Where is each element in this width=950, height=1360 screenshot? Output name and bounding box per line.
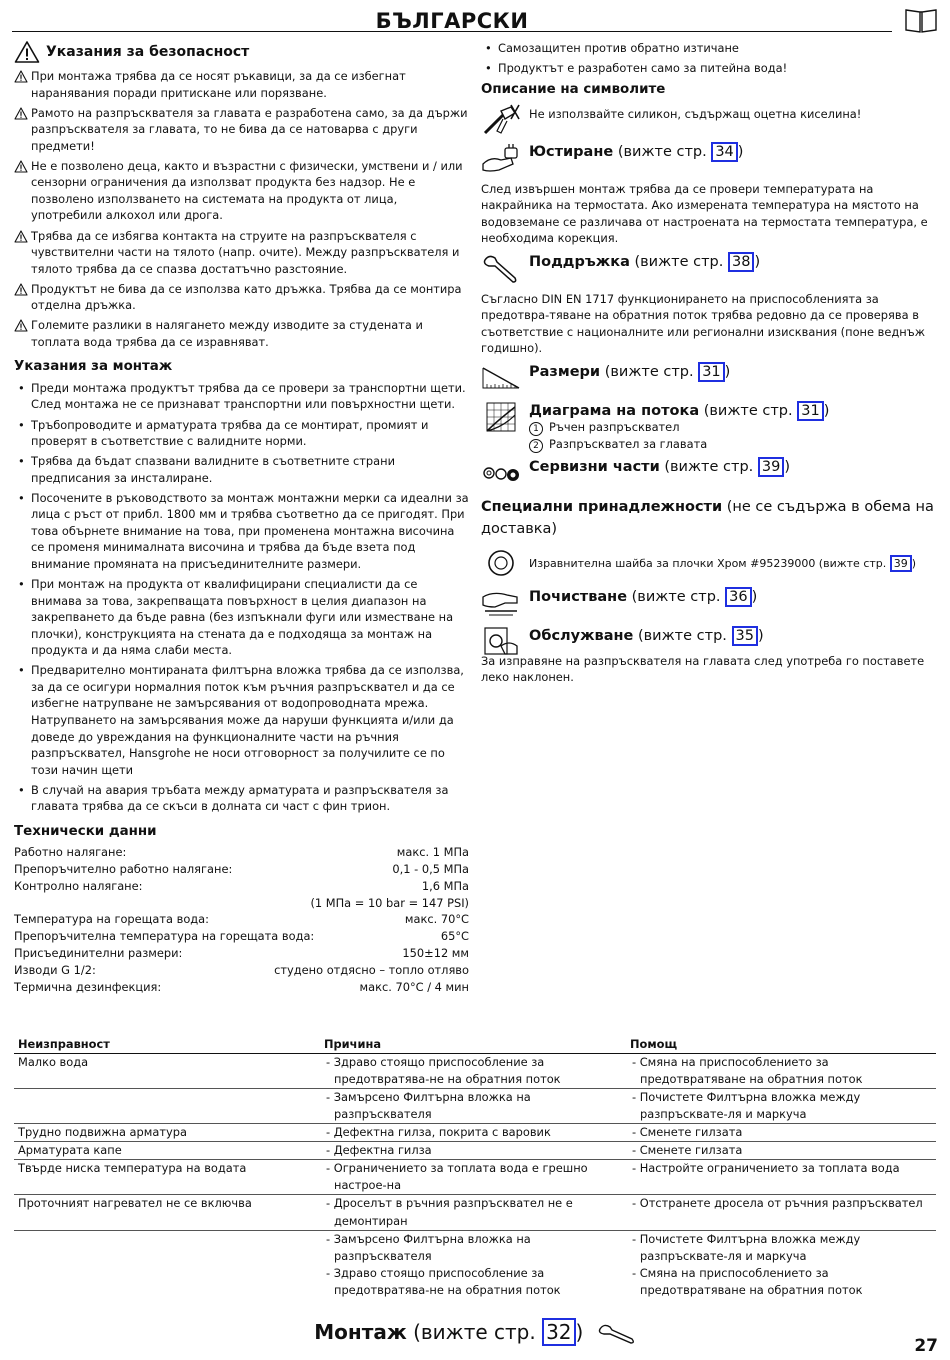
tech-row [14,979,469,996]
maintenance-symbol-row [481,252,937,286]
tech-label: Препоръчителна температура на горещата вода: [14,929,315,944]
parts-page-link[interactable]: 39 [758,457,784,477]
safety-item: Продуктът не бива да се използва като дръжка. Трябва да се монтира отделна дръжка. [14,281,469,314]
table-cell-cause: - Замърсено Филтърна вложка на разпръсквателя [320,1230,626,1265]
tech-label: Термична дезинфекция: [14,979,162,994]
washer-page-link[interactable]: 39 [890,555,912,572]
maintenance-page-link[interactable]: 38 [728,252,754,272]
table-header-row [14,1036,936,1053]
warning-icon [14,283,28,296]
table-cell-cause: - Дефектна гилза [320,1142,626,1160]
tech-value: макс. 70°C [404,912,469,927]
warning-icon [14,319,28,332]
list-item: • В случай на авария тръбата между арматурата и разпръсквателя за главата трябва да се скъси в долната си част с фин трион. [14,782,469,815]
book-icon [904,6,938,34]
table-cell-fault [14,1088,320,1123]
adjust-symbol-row [481,142,937,176]
warning-icon [14,40,40,64]
tech-value: студено отдясно – топло отляво [274,962,469,977]
tech-row [14,928,469,945]
table-cell-cause: - Ограничението за топлата вода е грешно настрое-на [320,1160,626,1195]
tech-label: Контролно налягане: [14,878,143,893]
tech-row [14,844,469,861]
list-item: • Преди монтажа продуктът трябва да се провери за транспортни щети. След монтажа не се признават транспортни или повърхностни щети. [14,380,469,413]
table-row [14,1123,936,1141]
cleaning-page-link[interactable]: 36 [725,587,751,607]
install-heading: Указания за монтаж [14,359,173,375]
tech-label: Препоръчително работно налягане: [14,861,233,876]
troubleshooting-table [14,1036,936,1307]
number-circle-icon: 1 [529,422,543,436]
dimensions-symbol-row [481,362,937,396]
table-cell-help: - Настройте ограничението за топлата вода [626,1160,936,1195]
warning-icon [14,70,28,83]
adjust-hand-icon [481,142,521,176]
cleaning-heading: Почистване (вижте стр. 36 ) [529,588,758,605]
cleaning-hand-icon [481,585,521,619]
tech-label: Изводи G 1/2: [14,962,96,977]
tech-value: (1 МПа = 10 bar = 147 PSI) [310,895,469,910]
warning-icon [14,107,28,120]
language-title: БЪЛГАРСКИ [375,9,529,33]
flow-legend-item: 2 Разпръсквател за главата [529,436,937,453]
tech-value: 1,6 МПа [421,878,469,893]
safety-item: Не е позволено деца, както и възрастни с физически, умствени и / или сензорни ограничения да използват продукта без надзор. Не е позволено използването на системата на продукта от лица, употребили алкохол или дрога. [14,158,469,224]
warning-icon [14,160,28,173]
footer-page-link[interactable]: 32 [542,1318,575,1346]
table-cell-help: - Отстранете дросела от ръчния разпръсквател [626,1195,936,1230]
table-row [14,1230,936,1265]
maintenance-heading: Поддръжка (вижте стр. 38 ) [529,253,761,270]
safety-item: Големите разлики в налягането между изводите за студената и топлата вода трябва да се изравняват. [14,317,469,350]
washer-row [481,546,937,580]
flow-heading: Диаграма на потока (вижте стр. 31 ) [529,402,830,419]
table-cell-cause: - Здраво стоящо приспособление за предотвратява-не на обратния поток [326,1054,561,1086]
washer-icon [481,546,521,580]
special-accessories-heading: Специални принадлежности (не се съдържа в обема на доставка) [481,499,934,537]
adjust-heading: Юстиране (вижте стр. 34 ) [529,143,744,160]
dimensions-page-link[interactable]: 31 [698,362,724,382]
tech-data-list [14,844,469,995]
safety-heading [14,40,469,64]
table-cell-fault: Арматурата капе [14,1142,320,1160]
table-cell-fault [14,1265,320,1307]
tech-heading: Технически данни [14,823,157,839]
page-number: 27 [914,1336,938,1356]
table-row [14,1265,936,1307]
silicone-gun-icon [481,103,521,137]
left-column [14,40,469,995]
install-list [14,380,469,815]
washer-text: Изравнителна шайба за плочки Хром #95239000 (вижте стр. 39 ) [529,556,917,570]
flow-legend [481,419,937,453]
table-cell-fault: Малко вода [18,1054,89,1069]
page-header [12,4,892,32]
safety-item: Трябва да се избягва контакта на струите на разпръсквателя с чувствителни части на тялото (напр. очите). Между разпръсквателя и тялото трябва да се спазва достатъчно разстояние. [14,228,469,278]
feature-list [481,40,937,77]
tech-value: 65°C [440,929,469,944]
adjust-text: След извършен монтаж трябва да се провери температурата на накрайника на термостата. Ако измерената температура на мястото на водовземане се различава от настроената на термостата температура, е необходима корекция. [481,181,928,246]
maintenance-text: Съгласно DIN EN 1717 функционирането на приспособленията за предотвра-тяване на обратния поток трябва редовно да се проверява в съответствие с националните или регионални изисквания (поне веднъж годишно). [481,291,925,356]
tech-value: макс. 1 МПа [396,845,469,860]
symbols-heading: Описание на символите [481,82,666,98]
footer-assembly: Монтаж (вижте стр. 32 ) [0,1318,950,1347]
tech-value: макс. 70°C / 4 мин [359,979,469,994]
service-heading: Обслужване (вижте стр. 35 ) [529,627,764,644]
wrench-icon [481,252,521,286]
list-item: • При монтаж на продукта от квалифицирани специалисти да се внимава за това, закрепващата повърхност в целия диапазон на закрепването да бъде равна (без изпъкнали фуги или изместване на плочки), конструкцията на стената да е подходяща за монтаж на продукта и да няма слаби места. [14,576,469,659]
column-header: Причина [320,1036,626,1053]
table-cell-help: - Почистете Филтърна вложка между разпръсквате-ля и маркуча [626,1088,936,1123]
list-item: • Посочените в ръководството за монтаж монтажни мерки са идеални за лица с ръст от прибл. 1800 мм и трябва съответно да се пригодят. При това обърнете внимание на това, при променена монтажна височина се променя минималната височина и трябва да бъде взета под внимание промяната на присъединителните размери. [14,490,469,573]
table-row [14,1088,936,1123]
table-row [14,1053,936,1088]
table-row [14,1195,936,1230]
table-cell-help: - Сменете гилзата [626,1142,936,1160]
tech-label: Температура на горещата вода: [14,912,209,927]
adjust-page-link[interactable]: 34 [711,142,737,162]
tech-value: 0,1 - 0,5 МПа [392,861,469,876]
table-cell-cause: - Дефектна гилза, покрита с варовик [320,1123,626,1141]
flow-chart-icon [481,401,521,435]
table-cell-fault: Твърде ниска температура на водата [14,1160,320,1195]
table-cell-help: - Почистете Филтърна вложка между разпръсквате-ля и маркуча [626,1230,936,1265]
tech-row [14,878,469,895]
list-item: • Тръбопроводите и арматурата трябва да се монтират, промият и проверят в съответствие с валидните норми. [14,417,469,450]
tech-value: 150±12 мм [402,945,469,960]
parts-symbol-row [481,457,937,491]
silicone-symbol-row [481,103,937,137]
flow-legend-item: 1 Ръчен разпръсквател [529,419,937,436]
table-cell-cause: - Замърсено Филтърна вложка на разпръсквателя [320,1088,626,1123]
spare-parts-icon [481,457,521,491]
silicone-text: Не използвайте силикон, съдържащ оцетна киселина! [529,106,862,121]
service-text: За изправяне на разпръсквателя на главата след употреба го поставете леко наклонен. [481,653,925,685]
footer-title: Монтаж [314,1320,407,1344]
table-cell-help: - Сменете гилзата [626,1123,936,1141]
column-header: Неизправност [14,1036,320,1053]
dimensions-heading: Размери (вижте стр. 31 ) [529,363,731,380]
safety-item: Рамото на разпръсквателя за главата е разработена само, за да държи разпръсквателя за главата, то не бива да се натоварва с други предмети! [14,105,469,155]
table-cell-fault [14,1230,320,1265]
tech-row [14,861,469,878]
warning-icon [14,230,28,243]
tech-row [14,945,469,962]
number-circle-icon: 2 [529,439,543,453]
flow-page-link[interactable]: 31 [797,401,823,421]
table-cell-help: - Смяна на приспособлението за предотвратяване на обратния поток [632,1054,863,1086]
list-item: • Трябва да бъдат спазвани валидните в съответните страни предписания за инсталиране. [14,453,469,486]
safety-list [14,68,469,350]
safety-item: При монтажа трябва да се носят ръкавици, за да се избегнат наранявания поради притискане или порязване. [14,68,469,101]
list-item: • Предварително монтираната филтърна вложка трябва да се използва, за да се осигури нормалния поток към ръчния разпръсквател и да се избегне натрупване не замърсявания от водопроводната мрежа. Натрупването на замърсявания може да наруши функцията и/или да доведе до увреждания на функционалните части на ръчния разпръсквател, Hansgrohe не носи отговорност за получилите се по този начин щети [14,662,469,778]
column-header: Помощ [626,1036,936,1053]
table-cell-fault: Проточният нагревател не се включва [14,1195,320,1230]
right-column [481,40,937,690]
safety-title: Указания за безопасност [46,43,250,60]
wrench-icon [598,1323,636,1345]
ruler-icon [481,362,521,396]
list-item: • Самозащитен против обратно изтичане [481,40,937,57]
tech-label: Присъединителни размери: [14,945,183,960]
table-cell-cause: - Дроселът в ръчния разпръсквател не е демонтиран [320,1195,626,1230]
tech-row [14,962,469,979]
table-row [14,1142,936,1160]
list-item: • Продуктът е разработен само за питейна вода! [481,60,937,77]
table-cell-help: - Смяна на приспособлението за предотвратяване на обратния поток [632,1265,863,1297]
tech-row [14,911,469,928]
tech-row [14,895,469,912]
table-row [14,1160,936,1195]
tech-label: Работно налягане: [14,845,127,860]
service-page-link[interactable]: 35 [732,626,758,646]
table-cell-cause: - Здраво стоящо приспособление за предотвратява-не на обратния поток [326,1265,561,1297]
parts-heading: Сервизни части (вижте стр. 39 ) [529,459,790,476]
cleaning-symbol-row [481,585,937,619]
table-cell-fault: Трудно подвижна арматура [14,1123,320,1141]
